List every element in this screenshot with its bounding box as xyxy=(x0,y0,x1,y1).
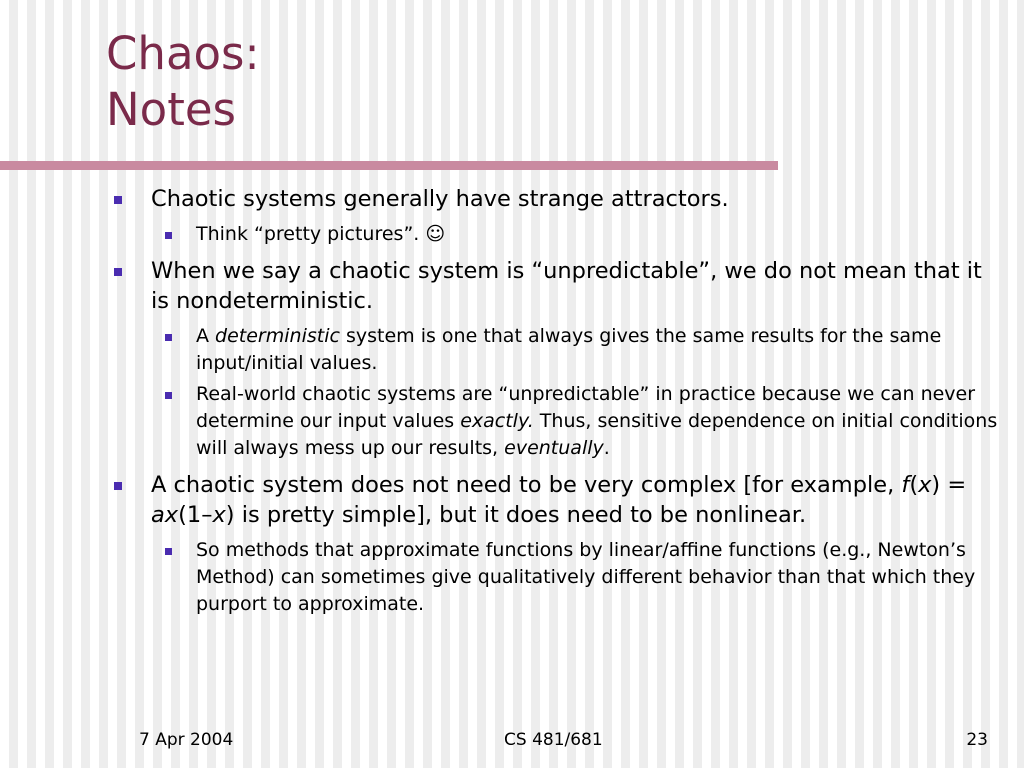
sub-bullet-emphasis: deterministic xyxy=(215,325,340,347)
bullet-text: When we say a chaotic system is “unpredictable”, we do not mean that it is nondeterministic. xyxy=(151,258,982,314)
slide-body xyxy=(114,184,1004,622)
bullet-nonlinear xyxy=(114,470,1004,530)
footer-date: 7 Apr 2004 xyxy=(139,730,234,750)
sub-bullet-deterministic xyxy=(114,323,1004,377)
square-bullet-icon xyxy=(165,232,172,239)
sub-bullet-approximation xyxy=(114,537,1004,618)
formula-equals: ) = xyxy=(931,472,967,498)
sub-bullet-text-pre: A xyxy=(196,325,216,347)
title-divider xyxy=(0,161,778,170)
sub-bullet-pretty-pictures xyxy=(114,221,1004,248)
formula-x: x xyxy=(918,472,932,498)
square-bullet-icon xyxy=(165,392,172,399)
sub-bullet-text: So methods that approximate functions by linear/affine functions (e.g., Newton’s Method) can sometimes give qualitatively different behavior than that which they purport to approximate. xyxy=(196,539,976,615)
bullet-text-post: ) is pretty simple], but it does need to be nonlinear. xyxy=(225,502,807,528)
slide-title xyxy=(106,26,260,138)
sub-bullet-emphasis-2: eventually xyxy=(504,437,604,459)
square-bullet-icon xyxy=(165,548,172,555)
formula-one-minus: (1– xyxy=(178,502,213,528)
sub-bullet-text-post: . xyxy=(603,437,610,459)
square-bullet-icon xyxy=(114,482,122,490)
square-bullet-icon xyxy=(114,196,122,204)
formula-ax: ax xyxy=(151,502,179,528)
footer-page-number: 23 xyxy=(966,730,988,750)
square-bullet-icon xyxy=(165,334,172,341)
footer-course: CS 481/681 xyxy=(504,730,603,750)
formula-f: f xyxy=(901,472,910,498)
formula-paren-open: ( xyxy=(909,472,919,498)
formula-x-2: x xyxy=(212,502,226,528)
slide-title-line-2: Notes xyxy=(106,83,236,136)
sub-bullet-real-world xyxy=(114,381,1004,462)
slide-title-line-1: Chaos: xyxy=(106,27,260,80)
sub-bullet-text-mid: Thus, sensitive dependence on initial conditions will always mess up our results, xyxy=(196,410,998,459)
square-bullet-icon xyxy=(114,268,122,276)
bullet-strange-attractors xyxy=(114,184,1004,214)
bullet-unpredictable xyxy=(114,256,1004,316)
sub-bullet-text: Think “pretty pictures”. ☺ xyxy=(196,223,446,245)
sub-bullet-emphasis: exactly. xyxy=(460,410,534,432)
sub-bullet-text-pre: Real-world chaotic systems are “unpredictable” in practice because we can never determine our input values xyxy=(196,383,976,432)
bullet-text: Chaotic systems generally have strange attractors. xyxy=(151,186,729,212)
bullet-text-pre: A chaotic system does not need to be very complex [for example, xyxy=(151,472,902,498)
sub-bullet-text-post: system is one that always gives the same results for the same input/initial values. xyxy=(196,325,942,374)
